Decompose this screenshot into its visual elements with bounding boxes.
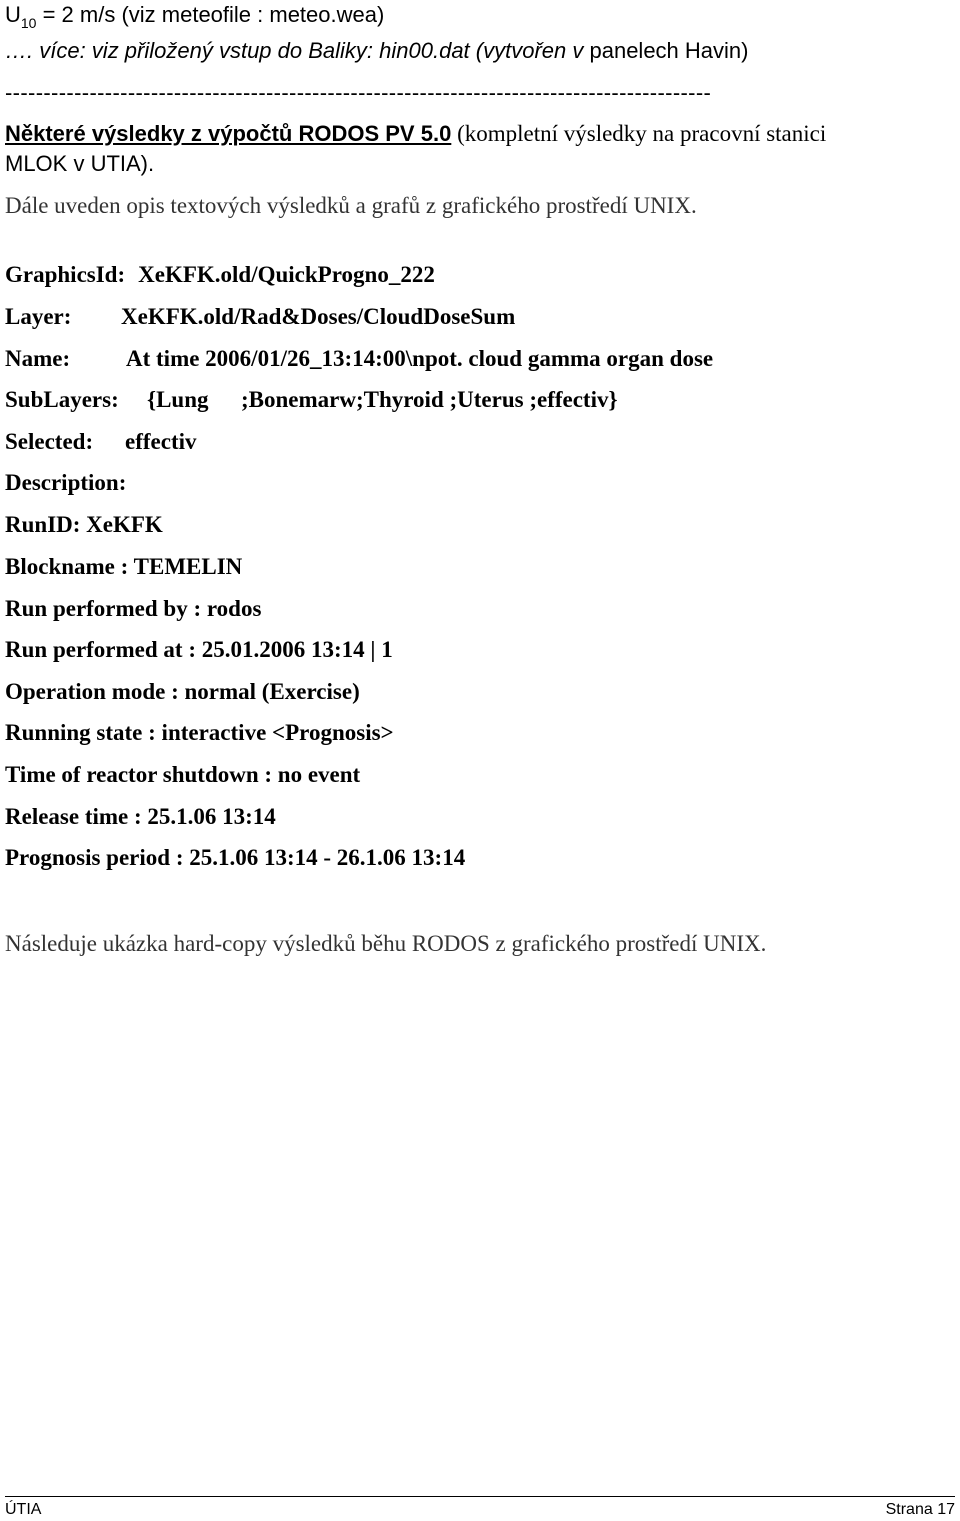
name-row (5, 346, 713, 372)
release-time: Release time : 25.1.06 13:14 (5, 804, 276, 829)
name-label: Name: (5, 346, 71, 371)
selected-row (5, 429, 197, 455)
results-heading-bold: Některé výsledky z výpočtů RODOS PV 5.0 (5, 121, 452, 146)
dash-separator: -------------------------------------------------------------------------------------------- (5, 80, 712, 105)
reactor-shutdown: Time of reactor shutdown : no event (5, 762, 361, 787)
sublayers-first: {Lung (147, 387, 209, 412)
results-heading-rest: (kompletní výsledky na pracovní stanici (451, 121, 827, 146)
layer-label: Layer: (5, 304, 72, 329)
sublayers-rest: ;Bonemarw;Thyroid ;Uterus ;effectiv} (241, 387, 618, 412)
wind-symbol: U (5, 2, 21, 27)
name-value: At time 2006/01/26_13:14:00\npot. cloud gamma organ dose (126, 346, 714, 371)
wind-speed-line (5, 2, 384, 31)
more-rest-text: panelech Havin) (583, 38, 749, 63)
results-heading-line2: MLOK v UTIA). (5, 151, 155, 176)
graphics-id-value: XeKFK.old/QuickProgno_222 (138, 262, 435, 287)
sublayers-row (5, 387, 618, 413)
graphics-id-label: GraphicsId: (5, 262, 126, 287)
results-heading (5, 121, 826, 147)
selected-value: effectiv (125, 429, 197, 454)
footer-institution: ÚTIA (5, 1501, 42, 1518)
layer-value: XeKFK.old/Rad&Doses/CloudDoseSum (121, 304, 516, 329)
wind-subscript: 10 (20, 15, 37, 31)
run-id: RunID: XeKFK (5, 512, 163, 537)
blockname: Blockname : TEMELIN (5, 554, 243, 579)
run-performed-at: Run performed at : 25.01.2006 13:14 | 1 (5, 637, 393, 662)
operation-mode: Operation mode : normal (Exercise) (5, 679, 360, 704)
footer-page-number: Strana 17 (885, 1501, 955, 1518)
more-italic-text: více: viz přiložený vstup do Baliky: hin00.dat (vytvořen v (39, 38, 584, 63)
footer-divider (5, 1496, 955, 1497)
closing-sentence: Následuje ukázka hard-copy výsledků běhu RODOS z grafického prostředí UNIX. (5, 931, 767, 956)
layer-row (5, 304, 515, 330)
selected-label: Selected: (5, 429, 94, 454)
more-info-line (5, 38, 748, 64)
more-prefix: …. (5, 38, 40, 63)
results-description: Dále uveden opis textových výsledků a grafů z grafického prostředí UNIX. (5, 193, 697, 218)
graphics-id-row (5, 262, 435, 288)
wind-value: = 2 m/s (viz meteofile : meteo.wea) (36, 2, 385, 27)
run-performed-by: Run performed by : rodos (5, 596, 262, 621)
description-label: Description: (5, 470, 127, 495)
running-state: Running state : interactive <Prognosis> (5, 720, 394, 745)
prognosis-period: Prognosis period : 25.1.06 13:14 - 26.1.06 13:14 (5, 845, 466, 870)
sublayers-label: SubLayers: (5, 387, 119, 412)
